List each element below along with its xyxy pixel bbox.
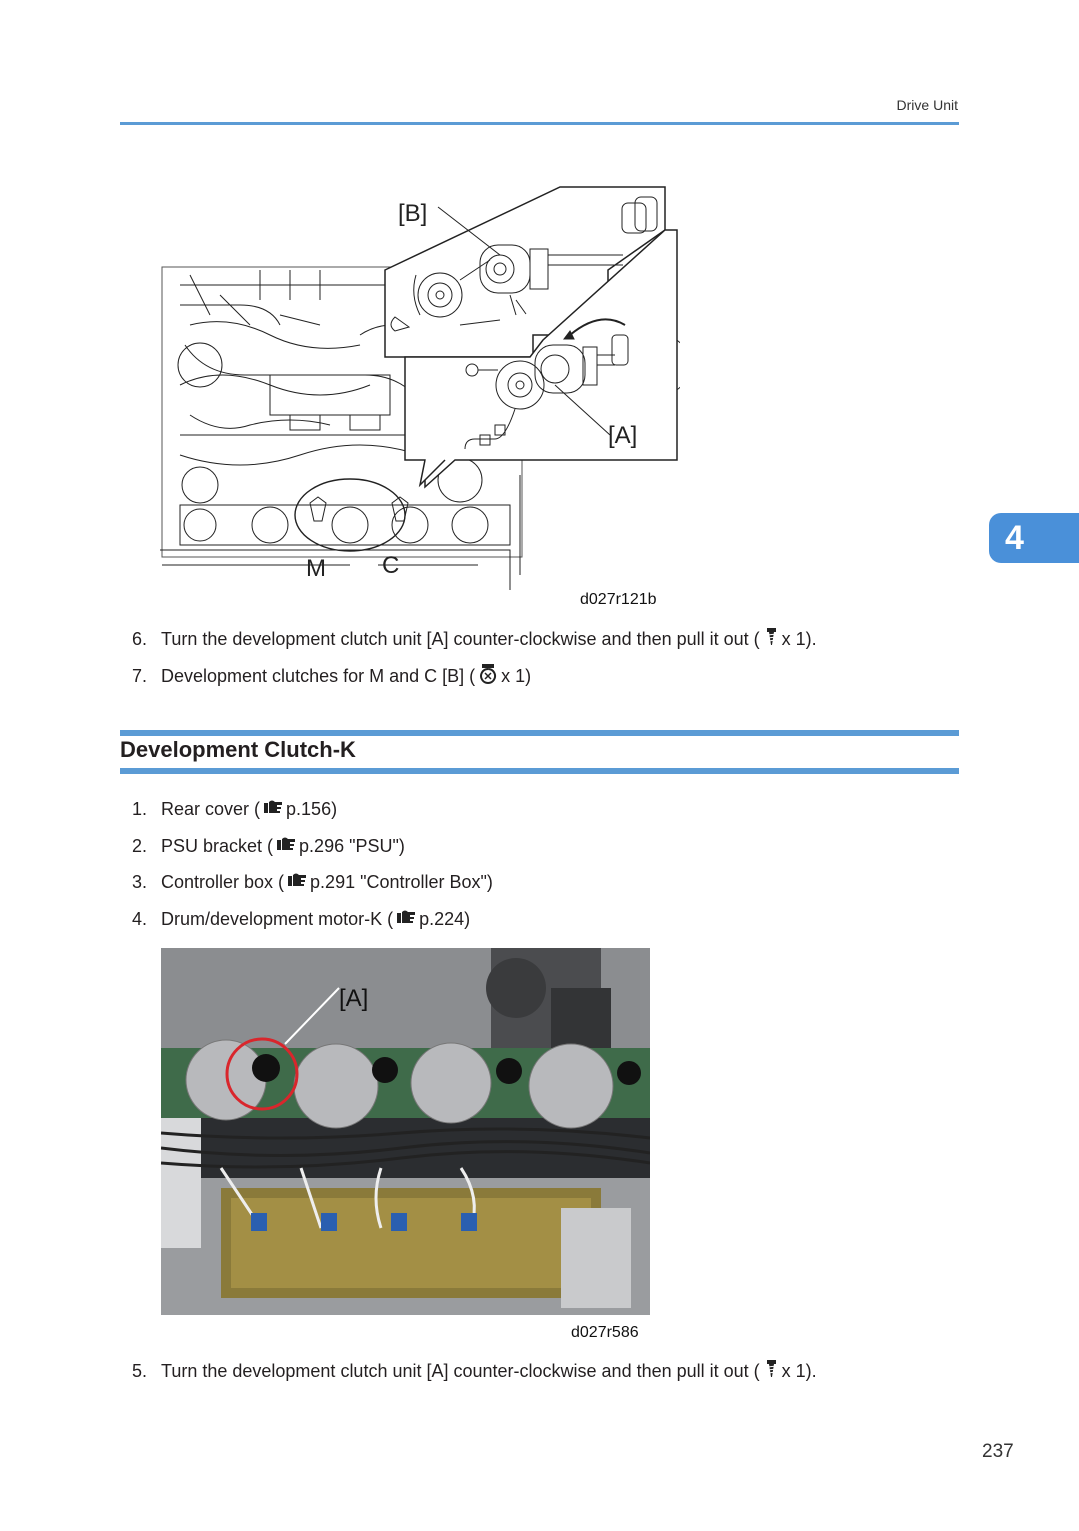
step-number: 4.: [132, 909, 148, 929]
reference-icon[interactable]: [275, 835, 297, 858]
step-item: [132, 871, 493, 894]
header-rule: [120, 122, 959, 125]
chapter-tab: [989, 513, 1079, 563]
step-text: Drum/development motor-K (: [161, 909, 394, 929]
step-text-suffix[interactable]: p.296 "PSU"): [299, 836, 405, 856]
step-number: 1.: [132, 799, 148, 819]
step-text-suffix[interactable]: p.291 "Controller Box"): [310, 872, 493, 892]
step-text: Turn the development clutch unit [A] counter-clockwise and then pull it out (: [161, 1361, 760, 1381]
callout-label-m: M: [306, 555, 326, 582]
step-text: Controller box (: [161, 872, 285, 892]
figure2-caption: d027r586: [571, 1324, 639, 1341]
step-item: [132, 908, 470, 931]
clip-icon: [477, 663, 499, 690]
motor-photo-illustration: [161, 948, 650, 1315]
page-number: 237: [982, 1441, 1014, 1462]
step-item: [132, 1359, 817, 1384]
callout-label-b: [B]: [398, 200, 428, 227]
figure1-caption: d027r121b: [580, 591, 657, 608]
step-text-suffix[interactable]: p.156): [286, 799, 338, 819]
step-item: [132, 835, 405, 858]
chapter-number: 4: [1005, 518, 1024, 557]
step-text: Development clutches for M and C [B] (: [161, 666, 476, 686]
section-title: Development Clutch-K: [120, 737, 356, 762]
reference-icon[interactable]: [395, 908, 417, 931]
step-item: [132, 627, 817, 652]
step-number: 3.: [132, 872, 148, 892]
photo-callout-a: [A]: [339, 985, 369, 1012]
step-text-suffix: x 1): [501, 666, 532, 686]
section-rule-top: [120, 730, 959, 736]
callout-label-c: C: [382, 552, 400, 579]
step-text-suffix: x 1).: [781, 629, 817, 649]
step-item: [132, 663, 531, 690]
step-text: Turn the development clutch unit [A] counter-clockwise and then pull it out (: [161, 629, 760, 649]
step-number: 6.: [132, 629, 148, 649]
step-text: PSU bracket (: [161, 836, 274, 856]
step-text: Rear cover (: [161, 799, 261, 819]
step-number: 5.: [132, 1361, 148, 1381]
figure-clutch-diagram: [160, 185, 680, 595]
screw-icon: [762, 627, 780, 652]
section-rule-bottom: [120, 768, 959, 774]
clutch-diagram-illustration: [160, 185, 680, 595]
screw-icon: [762, 1359, 780, 1384]
step-text-suffix: x 1).: [781, 1361, 817, 1381]
figure-motor-photo: [161, 948, 650, 1315]
callout-label-a: [A]: [608, 422, 638, 449]
step-number: 2.: [132, 836, 148, 856]
step-text-suffix[interactable]: p.224): [419, 909, 471, 929]
step-number: 7.: [132, 666, 148, 686]
reference-icon[interactable]: [286, 871, 308, 894]
step-item: [132, 798, 337, 821]
running-header: Drive Unit: [896, 97, 958, 113]
reference-icon[interactable]: [262, 798, 284, 821]
